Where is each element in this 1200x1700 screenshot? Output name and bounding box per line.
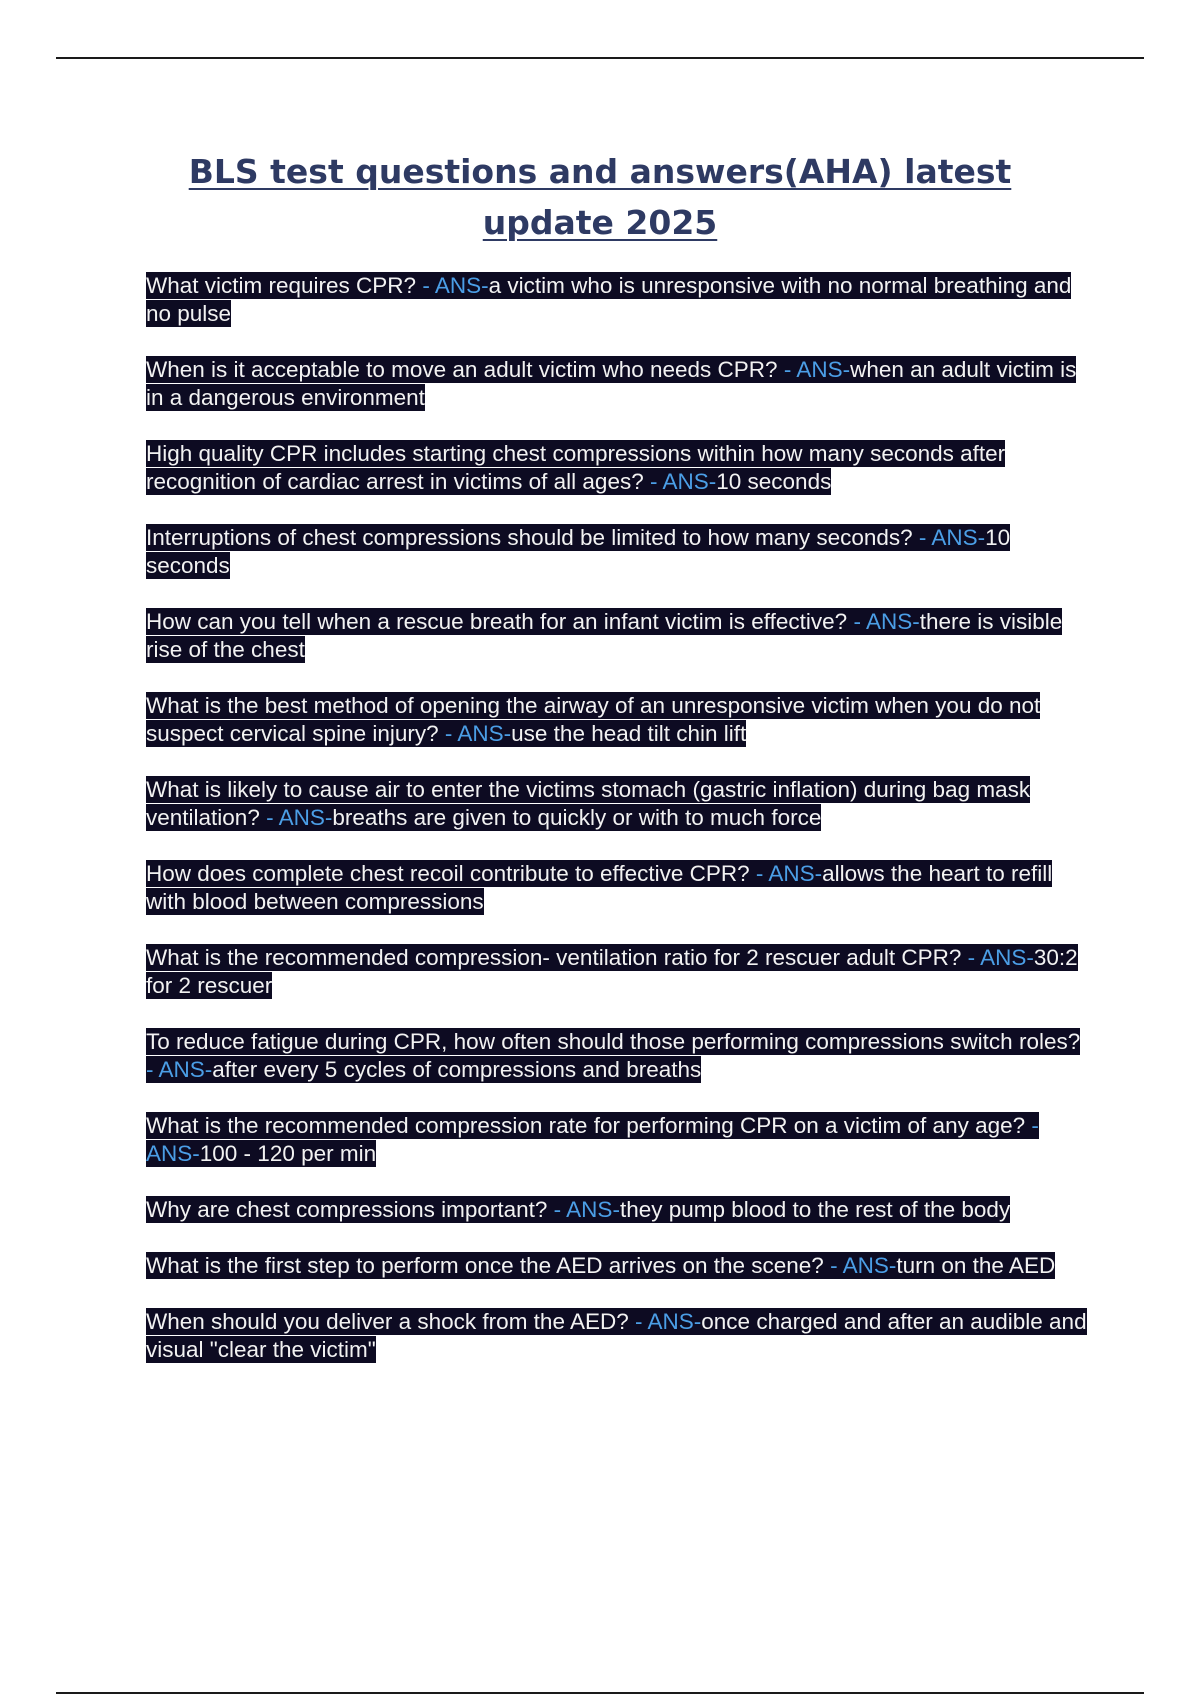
page-title: BLS test questions and answers(AHA) latest update 2025 <box>188 152 1012 242</box>
answer-text: after every 5 cycles of compressions and breaths <box>212 1057 702 1082</box>
qa-item <box>146 944 1088 1000</box>
question-text: What is the first step to perform once the AED arrives on the scene? <box>146 1253 824 1278</box>
qa-item <box>146 1308 1088 1364</box>
answer-marker: - ANS- <box>628 1309 702 1334</box>
qa-highlight <box>146 1196 1010 1223</box>
qa-highlight <box>146 776 1030 831</box>
answer-text: breaths are given to quickly or with to much force <box>332 805 822 830</box>
qa-highlight <box>146 608 1062 663</box>
question-text: When is it acceptable to move an adult victim who needs CPR? <box>146 357 778 382</box>
qa-item <box>146 1112 1088 1168</box>
answer-marker: - ANS- <box>547 1197 620 1222</box>
answer-marker: - ANS- <box>643 469 717 494</box>
qa-list <box>146 272 1088 1392</box>
qa-item <box>146 272 1088 328</box>
answer-text: once charged and after an audible and visual "clear the victim" <box>146 1309 1087 1362</box>
answer-marker: - ANS- <box>146 1113 1039 1166</box>
qa-item <box>146 608 1088 664</box>
question-text: How does complete chest recoil contribute to effective CPR? <box>146 861 750 886</box>
answer-text: they pump blood to the rest of the body <box>619 1197 1011 1222</box>
answer-marker: - ANS- <box>259 805 333 830</box>
question-text: What is the best method of opening the airway of an unresponsive victim when you do not suspect cervical spine injury? <box>146 693 1041 746</box>
qa-highlight <box>146 1252 1055 1279</box>
answer-text: a victim who is unresponsive with no normal breathing and no pulse <box>146 273 1072 326</box>
qa-item <box>146 356 1088 412</box>
question-text: Interruptions of chest compressions should be limited to how many seconds? <box>146 525 913 550</box>
qa-item <box>146 1028 1088 1084</box>
answer-text: turn on the AED <box>896 1253 1056 1278</box>
answer-marker: - ANS- <box>777 357 851 382</box>
answer-marker: - ANS- <box>749 861 823 886</box>
question-text: High quality CPR includes starting chest compressions within how many seconds after recognition of cardiac arrest in victims of all ages? <box>146 441 1006 494</box>
question-text: Why are chest compressions important? <box>146 1197 548 1222</box>
answer-text: 10 seconds <box>716 469 832 494</box>
answer-text: when an adult victim is in a dangerous environment <box>146 357 1077 410</box>
answer-marker: - ANS- <box>416 273 489 298</box>
question-text: What victim requires CPR? <box>146 273 417 298</box>
qa-highlight <box>146 1308 1087 1363</box>
question-text: What is the recommended compression rate for performing CPR on a victim of any age? <box>146 1113 1026 1138</box>
qa-item <box>146 776 1088 832</box>
question-text: When should you deliver a shock from the AED? <box>146 1309 629 1334</box>
answer-text: there is visible rise of the chest <box>146 609 1063 662</box>
qa-item <box>146 524 1088 580</box>
answer-marker: - ANS- <box>438 721 512 746</box>
qa-highlight <box>146 1112 1039 1167</box>
top-divider <box>56 57 1144 59</box>
question-text: What is likely to cause air to enter the victims stomach (gastric inflation) during bag mask ventilation? <box>146 777 1031 830</box>
qa-highlight <box>146 440 1005 495</box>
answer-marker: - ANS- <box>823 1253 897 1278</box>
answer-marker: - ANS- <box>961 945 1034 970</box>
qa-item <box>146 1252 1088 1280</box>
qa-highlight <box>146 860 1052 915</box>
answer-text: use the head tilt chin lift <box>511 721 747 746</box>
qa-highlight <box>146 1028 1080 1083</box>
question-text: What is the recommended compression- ventilation ratio for 2 rescuer adult CPR? <box>146 945 962 970</box>
qa-highlight <box>146 524 1010 579</box>
qa-item <box>146 440 1088 496</box>
answer-text: 10 seconds <box>146 525 1011 578</box>
question-text: To reduce fatigue during CPR, how often should those performing compressions switch roles? <box>146 1029 1081 1054</box>
qa-highlight <box>146 272 1071 327</box>
answer-text: allows the heart to refill with blood between compressions <box>146 861 1053 914</box>
qa-highlight <box>146 356 1076 411</box>
qa-item <box>146 692 1088 748</box>
answer-marker: - ANS- <box>146 1057 213 1082</box>
question-text: How can you tell when a rescue breath for an infant victim is effective? <box>146 609 848 634</box>
bottom-divider <box>56 1692 1144 1694</box>
answer-marker: - ANS- <box>912 525 986 550</box>
answer-text: 30:2 for 2 rescuer <box>146 945 1078 998</box>
qa-item <box>146 860 1088 916</box>
qa-highlight <box>146 692 1040 747</box>
qa-item <box>146 1196 1088 1224</box>
answer-text: 100 - 120 per min <box>199 1141 377 1166</box>
qa-highlight <box>146 944 1078 999</box>
answer-marker: - ANS- <box>847 609 920 634</box>
